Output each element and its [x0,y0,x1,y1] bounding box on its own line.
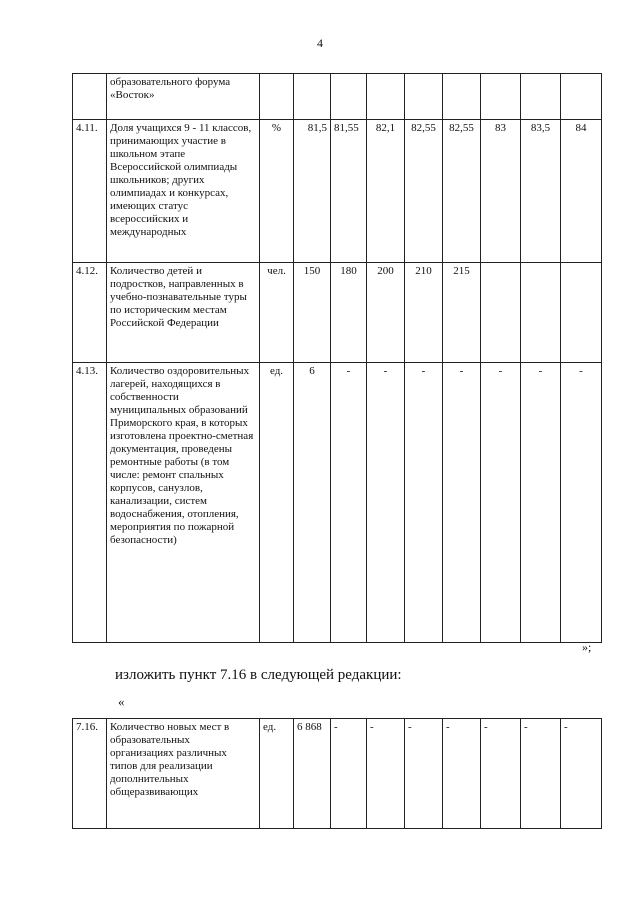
value-cell [331,74,367,120]
value-cell: - [405,363,443,643]
value-cell [405,74,443,120]
value-cell: - [367,363,405,643]
value-cell: - [367,719,405,829]
unit-cell: ед. [260,719,294,829]
row-number: 4.12. [73,263,107,363]
indicator-text: Количество детей и подростков, направленных в учебно-познавательные туры по историческим местам Российской Федерации [107,263,260,363]
value-cell [481,74,521,120]
value-cell: - [481,363,521,643]
unit-cell: чел. [260,263,294,363]
value-cell: 83,5 [521,120,561,263]
value-cell: 6 [294,363,331,643]
value-cell: 81,5 [294,120,331,263]
value-cell [561,263,602,363]
table-row [73,74,602,120]
value-cell [481,263,521,363]
indicators-table [72,73,602,643]
table-row [73,120,602,263]
amendment-instruction: изложить пункт 7.16 в следующей редакции: [115,667,402,683]
row-number: 4.11. [73,120,107,263]
closing-quote: »; [582,640,592,654]
value-cell: 82,1 [367,120,405,263]
row-number [73,74,107,120]
value-cell: - [521,363,561,643]
value-cell: - [331,719,367,829]
unit-cell: ед. [260,363,294,643]
value-cell: 81,55 [331,120,367,263]
indicator-text: образовательного форума «Восток» [107,74,260,120]
value-cell: - [481,719,521,829]
table-row [73,263,602,363]
value-cell: - [561,363,602,643]
value-cell: - [443,363,481,643]
value-cell [443,74,481,120]
value-cell: 6 868 [294,719,331,829]
value-cell: - [521,719,561,829]
value-cell: - [331,363,367,643]
value-cell: 200 [367,263,405,363]
value-cell: 82,55 [443,120,481,263]
row-number: 7.16. [73,719,107,829]
value-cell: - [561,719,602,829]
unit-cell [260,74,294,120]
value-cell [521,74,561,120]
value-cell [521,263,561,363]
value-cell [294,74,331,120]
table-row [73,363,602,643]
value-cell [561,74,602,120]
table-row [73,719,602,829]
value-cell [367,74,405,120]
value-cell: 84 [561,120,602,263]
value-cell: 83 [481,120,521,263]
opening-quote: « [118,694,125,709]
row-number: 4.13. [73,363,107,643]
indicator-text: Количество новых мест в образовательных организациях различных типов для реализации дополнительных общеразвивающих [107,719,260,829]
value-cell: 215 [443,263,481,363]
value-cell: 150 [294,263,331,363]
amendment-table [72,718,602,829]
indicator-text: Доля учащихся 9 - 11 классов, принимающих участие в школьном этапе Всероссийской олимпиады школьников; других олимпиадах и конкурсах, имеющих статус всероссийских и международных [107,120,260,263]
value-cell: 180 [331,263,367,363]
value-cell: 210 [405,263,443,363]
value-cell: 82,55 [405,120,443,263]
value-cell: - [443,719,481,829]
indicator-text: Количество оздоровительных лагерей, находящихся в собственности муниципальных образований Приморского края, в которых изготовлена проектно-сметная документация, проведены ремонтные работы (в том числе: ремонт спальных корпусов, санузлов, канализации, систем водоснабжения, отопления, мероприятия по пожарной безопасности) [107,363,260,643]
page-number: 4 [317,36,323,50]
value-cell: - [405,719,443,829]
unit-cell: % [260,120,294,263]
